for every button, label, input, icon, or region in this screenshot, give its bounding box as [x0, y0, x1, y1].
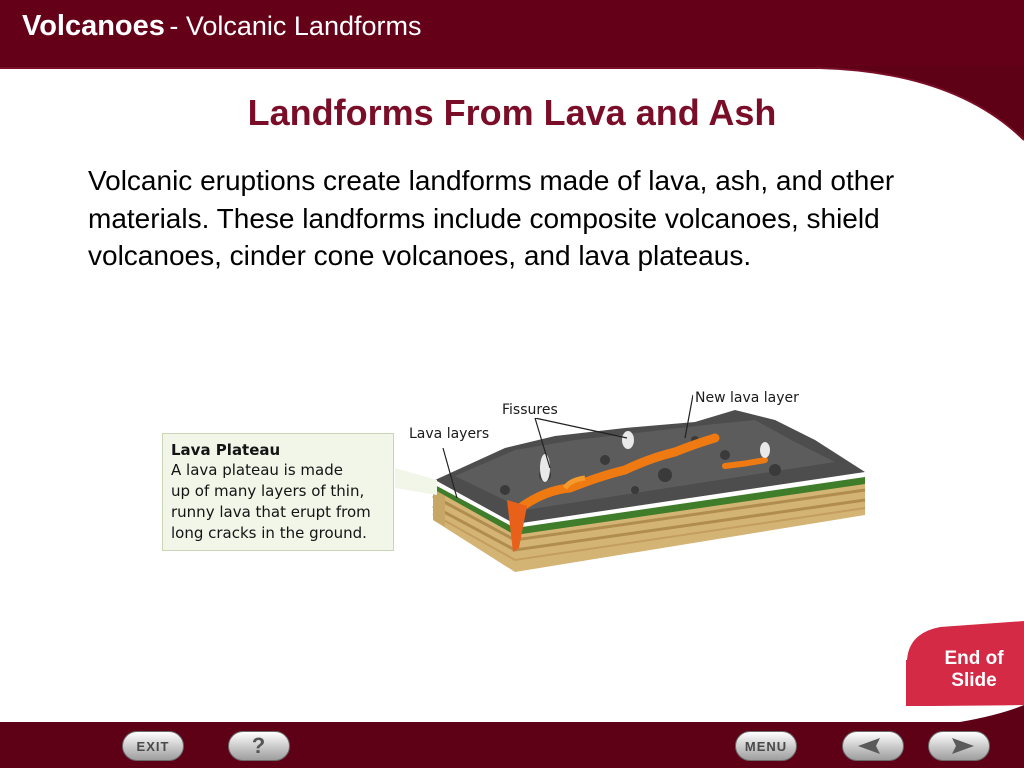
slide-body-text: Volcanic eruptions create landforms made of lava, ash, and other materials. These landforms include composite volcanoes, shield volcanoes, cinder cone volcanoes, and lava plateaus.: [88, 165, 895, 271]
label-lava-layers: Lava layers: [409, 426, 490, 442]
callout-line: runny lava that erupt from: [171, 503, 371, 521]
previous-slide-button[interactable]: [842, 731, 904, 761]
callout-title: Lava Plateau: [171, 441, 281, 459]
next-slide-button[interactable]: [928, 731, 990, 761]
callout-line: up of many layers of thin,: [171, 482, 365, 500]
lava-plateau-callout: [162, 433, 394, 551]
header-title-main: Volcanoes: [22, 10, 165, 42]
callout-line: A lava plateau is made: [171, 461, 343, 479]
end-of-slide-line1: End of: [944, 648, 1004, 669]
exit-button-label: EXIT: [136, 738, 170, 754]
end-of-slide-line2: Slide: [951, 670, 997, 691]
end-of-slide-button[interactable]: [938, 648, 1010, 692]
header-title-sub: - Volcanic Landforms: [169, 11, 422, 41]
menu-button-label: MENU: [744, 738, 788, 754]
exit-button[interactable]: [122, 731, 184, 761]
lava-plateau-illustration: [395, 380, 870, 580]
header-title: [22, 10, 421, 43]
right-arrow-icon: [942, 737, 976, 755]
left-arrow-icon: [856, 737, 890, 755]
callout-line: long cracks in the ground.: [171, 524, 367, 542]
menu-button[interactable]: [735, 731, 797, 761]
slide-title: Landforms From Lava and Ash: [247, 92, 777, 133]
label-fissures: Fissures: [502, 402, 558, 418]
help-button[interactable]: [228, 731, 290, 761]
label-new-lava-layer: New lava layer: [695, 390, 799, 406]
help-button-label: ?: [251, 733, 267, 758]
